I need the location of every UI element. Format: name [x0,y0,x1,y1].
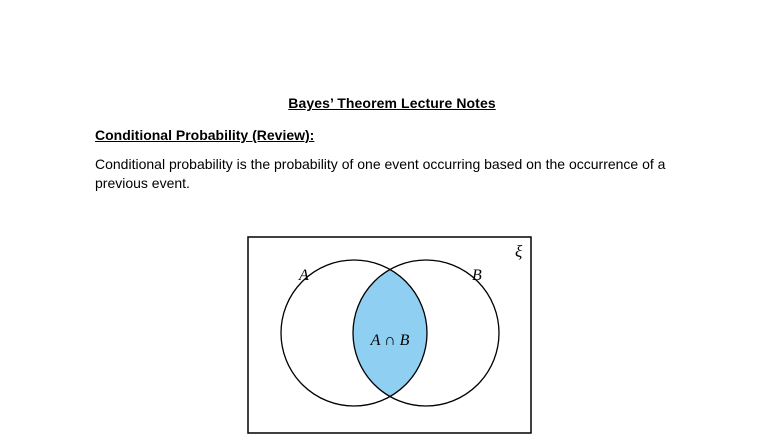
set-a-label: A [299,267,309,284]
document-title: Bayes’ Theorem Lecture Notes [288,95,496,111]
set-b-label: B [472,267,482,284]
definition-paragraph: Conditional probability is the probability of one event occurring based on the occurrence of a previous event. [95,156,666,191]
intersection-label: A ∩ B [370,332,410,349]
universe-symbol: ξ [515,242,523,261]
venn-diagram [247,236,532,435]
section-heading: Conditional Probability (Review): [95,127,315,143]
